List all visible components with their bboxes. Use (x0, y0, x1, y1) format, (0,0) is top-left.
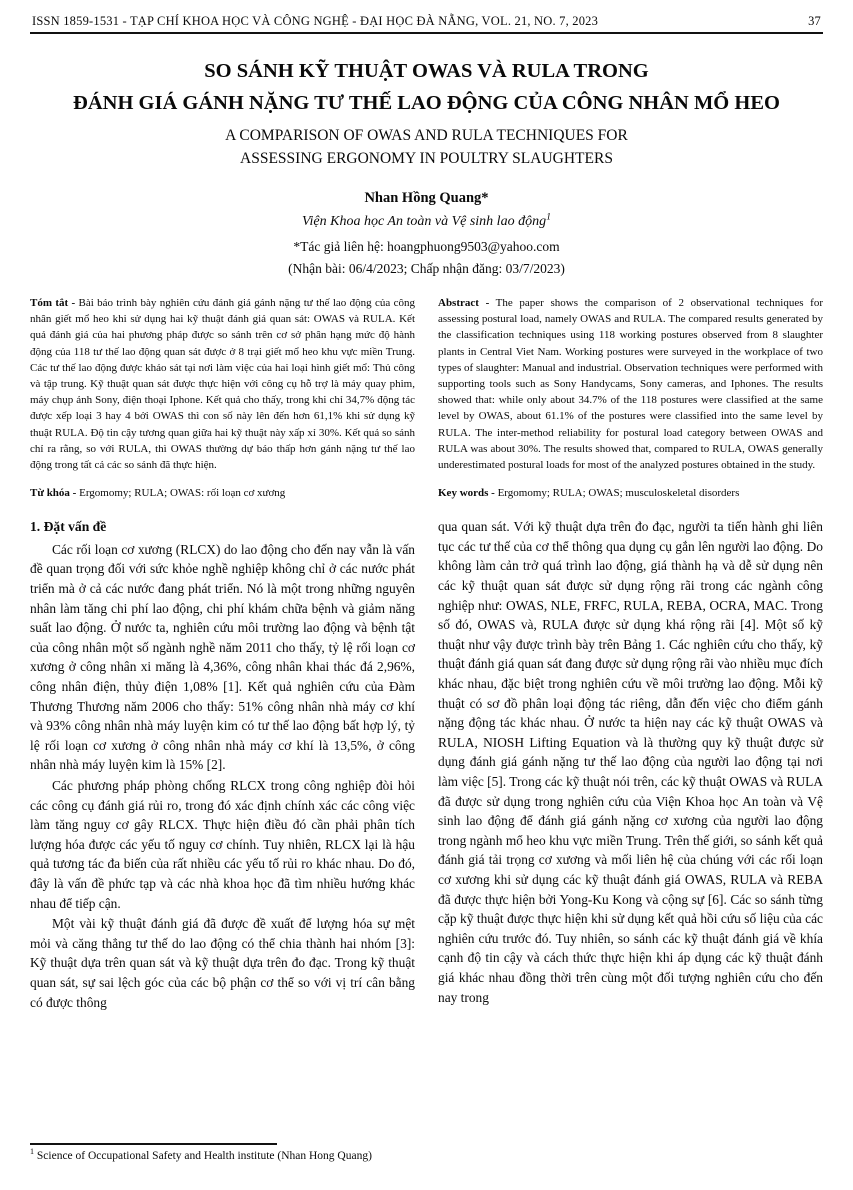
article-title-english (30, 124, 823, 171)
title-vi-line2: ĐÁNH GIÁ GÁNH NẶNG TƯ THẾ LAO ĐỘNG CỦA CÔNG NHÂN MỔ HEO (73, 91, 780, 114)
title-vi-line1: SO SÁNH KỸ THUẬT OWAS VÀ RULA TRONG (204, 60, 649, 82)
abstract-en-label: Abstract - (438, 297, 490, 310)
issn-journal-line: ISSN 1859-1531 - TẠP CHÍ KHOA HỌC VÀ CÔNG NGHỆ - ĐẠI HỌC ĐÀ NẴNG, VOL. 21, NO. 7, 2023 (32, 14, 599, 28)
body-right-column (438, 517, 823, 1012)
abstract-en-text: The paper shows the comparison of 2 observational techniques for assessing postural load, namely OWAS and RULA. The compared results generated by the classification techniques using 118 working postures observed from 8 slaughter plants in Central Viet Nam. Working postures were surveyed in the workplace of two types of slaughter: Manual and industrial. Observation techniques were performed with supporting tools such as Sony Handycams, Sony cameras, and Iphones. The results showed that: while only about 34.7% of the 118 postures were classified at the same level by OWAS, about 61.1% of the postures were classified into the same level by RULA. The inter-method reliability for postural load category between OWAS and RULA was about 30%. The results showed that, compared to RULA, OWAS generally underestimated postural loads for most of the analyzed postures obtained in the study. (438, 297, 823, 472)
running-header (30, 14, 823, 34)
abstract-vi-label: Tóm tắt - (30, 297, 76, 310)
abstract-columns (30, 295, 823, 501)
section-1-heading: 1. Đặt vấn đề (30, 519, 107, 535)
body-paragraph: qua quan sát. Với kỹ thuật dựa trên đo đạc, người ta tiến hành ghi liên tục các tư thế của cơ thể thông qua dụng cụ gắn lên người lao động. Do không làm cản trở quá trình lao động, giá thành hạ và dễ sử dụng nên các kỹ thuật quan sát được sử dụng rộng rãi trong các ngành công nghiệp như: OWAS, NLE, FRFC, RULA, REBA, OCRA, MAC. Trong số đó, OWAS và, RULA được sử dụng khá rộng rãi [4]. Một số kỹ thuật như vậy được trình bày trên Bảng 1. Các nghiên cứu cho thấy, kỹ thuật đánh giá quan sát đang được sử dụng rộng rãi vào nhiều mục đích khác nhau, đặc biệt trong nghiên cứu về môi trường lao động. Mỗi kỹ thuật có sơ đồ phân loại động tác riêng, dẫn đến việc cho điểm gánh nặng động tác khác nhau. Ở nước ta hiện nay các kỹ thuật OWAS và RULA, NIOSH Lifting Equation và là thường quy kỹ thuật được sử dụng đánh giá gánh nặng tư thế lao động của người lao động tại nơi làm việc [5]. Trong các kỹ thuật nói trên, các kỹ thuật OWAS và RULA đã được sử dụng trong nghiên cứu của Viện Khoa học An toàn và Vệ sinh lao động để đánh giá gánh nặng cơ xương của người lao động trong ngành mổ heo khu vực miền Trung. Trên thế giới, so sánh kết quả đánh giá tải trọng cơ xương và mối liên hệ của chúng với các rối loạn cơ xương khi sử dụng các kỹ thuật đánh giá OWAS, RULA và REBA đã được thực hiện bởi Yong-Ku Kong và cộng sự [6]. Các so sánh từng cặp kỹ thuật được thực hiện khi sử dụng kết quả hồi cứu số liệu của các nghiên cứu trước đó. Tuy nhiên, so sánh các kỹ thuật đánh giá về khía cạnh độ tin cậy và cách thức thực hiện khi áp dụng các kỹ thuật đánh giá khác nhau đồng thời trên cùng một đối tượng nghiên cứu cho đến nay trong (438, 519, 823, 1005)
affiliation-footnote-marker: 1 (546, 211, 551, 223)
body-paragraph: Các phương pháp phòng chống RLCX trong công nghiệp đòi hỏi các công cụ đánh giá rủi ro, trong đó xác định chính xác các công việc làm tăng nguy cơ gây RLCX. Thực hiện điều đó cần phải phân tích lượng hóa được các yếu tố nguy cơ chính. Tuy nhiên, RLCX lại là hậu quả tương tác đa biến của rất nhiều các yếu tố rủi ro khác nhau. Do đó, đây là vấn đề phức tạp và các nhà khoa học đã tìm nhiều hướng khác nhau để tiếp cận. (30, 777, 415, 911)
affiliation-text: Viện Khoa học An toàn và Vệ sinh lao động (302, 214, 547, 230)
footnote-text: Science of Occupational Safety and Health institute (Nhan Hong Quang) (34, 1150, 372, 1162)
abstract-english (438, 295, 823, 473)
footnote-text-line (30, 1149, 450, 1164)
page-number: 37 (808, 14, 821, 28)
page-footnote (30, 1143, 450, 1164)
body-paragraph: Các rối loạn cơ xương (RLCX) do lao động cho đến nay vẫn là vấn đề quan trọng đối với sức khỏe nghề nghiệp không chỉ ở các nước phát triển mà ở cả các nước đang phát triển. Nó là một trong những nguyên nhân làm tăng chi phí lao động, chi phí khám chữa bệnh và giảm năng suất lao động. Ở nước ta, nghiên cứu môi trường lao động và bệnh tật của công nhân một số ngành nghề năm 2011 cho thấy, tỷ lệ rối loạn cơ xương ở công nhân xi măng là 4,36%, công nhân khai thác đá 2,96%, công nhân điện, thủy điện 1,08% [1]. Kết quả nghiên cứu của Đàm Thương Thương năm 2006 cho thấy: 51% công nhân nhà máy cơ khí và 93% công nhân nhà máy luyện kim có tư thế lao động bất hợp lý, tỷ lệ rối loạn cơ xương ở công nhân nhà máy cơ khí là 13,5%, ở công nhân nhà máy luyện kim là 15% [2]. (30, 541, 415, 773)
author-affiliation (30, 211, 823, 230)
keywords-vi-text: Ergomomy; RULA; OWAS: rối loạn cơ xương (76, 487, 286, 500)
keywords-en-text: Ergomomy; RULA; OWAS; musculoskeletal disorders (494, 487, 740, 500)
abstract-vietnamese (30, 295, 415, 473)
body-columns (30, 517, 823, 1012)
abstract-column-english (438, 295, 823, 501)
article-title-vietnamese (30, 56, 823, 120)
body-left-column (30, 517, 415, 1012)
abstract-column-vietnamese (30, 295, 415, 501)
author-name: Nhan Hồng Quang* (364, 190, 489, 207)
title-en-line2: ASSESSING ERGONOMY IN POULTRY SLAUGHTERS (240, 149, 613, 167)
footnote-marker: 1 (30, 1147, 35, 1157)
footnote-rule (30, 1143, 277, 1145)
keywords-vi-label: Từ khóa - (30, 487, 77, 500)
keywords-vietnamese (30, 486, 415, 501)
abstract-vi-text: Bài báo trình bày nghiên cứu đánh giá gánh nặng tư thế lao động của công nhân giết mổ heo khi sử dụng hai kỹ thuật đánh giá quan sát: OWAS và RULA. Kết quả đánh giá của hai phương pháp được so sánh trên cơ sở phân hạng mức độ hành động của 118 tư thế lao động quan sát được ở 8 trại giết mổ heo khu vực miền Trung. Các tư thế lao động được khảo sát tại nơi làm việc của hai loại hình giết mổ: Thủ công và tập trung. Kỹ thuật quan sát được thực hiện với công cụ hỗ trợ là máy quay phim, máy chụp ảnh Sony, điện thoại Iphone. Kết quả cho thấy, trong khi chỉ 34,7% động tác được xếp loại 3 hay 4 bởi OWAS thì con số này lên đến hơn 61,1% khi sử dụng kỹ thuật RULA. Độ tin cậy tương quan giữa hai kỹ thuật này xấp xỉ 30%. Kết quả so sánh chỉ ra rằng, so với RULA, thì OWAS thường dự báo thấp hơn gánh nặng tư thế lao động trong tất cả các so sánh đã thực hiện. (30, 297, 415, 472)
title-en-line1: A COMPARISON OF OWAS AND RULA TECHNIQUES FOR (225, 126, 628, 144)
corresponding-author-line: *Tác giả liên hệ: hoangphuong9503@yahoo.com (293, 239, 560, 255)
keywords-en-label: Key words - (438, 487, 495, 500)
received-accepted-dates: (Nhận bài: 06/4/2023; Chấp nhận đăng: 03/7/2023) (288, 261, 565, 277)
keywords-english (438, 486, 823, 501)
body-paragraph: Một vài kỹ thuật đánh giá đã được đề xuất để lượng hóa sự mệt mỏi và căng thẳng tư thế do lao động có thể chia thành hai nhóm [3]: Kỹ thuật dựa trên quan sát và kỹ thuật dựa trên đo đạc. Trong kỹ thuật quan sát, sự sai lệch góc của các bộ phận cơ thể so với vị trí cân bằng có được thông (30, 916, 415, 1010)
